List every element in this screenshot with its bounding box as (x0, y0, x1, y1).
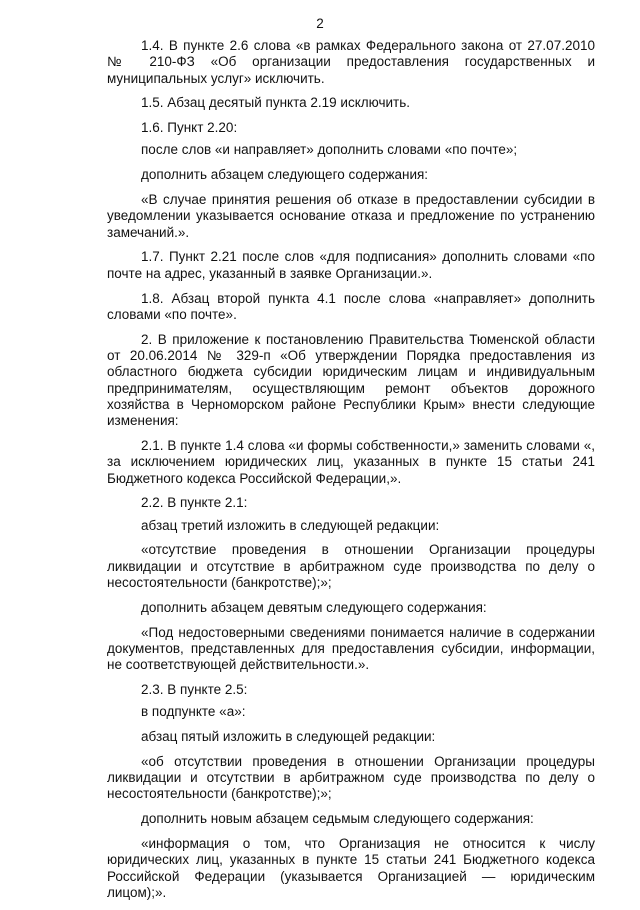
paragraph-2-3-b: абзац пятый изложить в следующей редакции: (141, 729, 436, 745)
paragraph-1-6-a: после слов «и направляет» дополнить словами «по почте»; (141, 142, 518, 158)
paragraph-1-6: 1.6. Пункт 2.20: (141, 120, 238, 136)
paragraph-1-6-b: дополнить абзацем следующего содержания: (141, 167, 429, 183)
paragraph-2-2-b: дополнить абзацем девятым следующего содержания: (141, 599, 487, 615)
paragraph-1-8: 1.8. Абзац второй пункта 4.1 после слова «направляет» дополнить словами «по почте». (107, 290, 595, 322)
paragraph-1-4: 1.4. В пункте 2.6 слова «в рамках Федерального закона от 27.07.2010 № 210-ФЗ «Об организации предоставления государственных и муниципальных услуг» исключить. (107, 38, 595, 86)
paragraph-2-2: 2.2. В пункте 2.1: (141, 495, 248, 511)
page-number: 2 (316, 16, 324, 31)
paragraph-2-3-quote: «об отсутствии проведения в отношении Организации процедуры ликвидации и отсутствии в арбитражном суде производства по делу о несостоятельности (банкротстве);»; (107, 753, 595, 802)
paragraph-2: 2. В приложение к постановлению Правительства Тюменской области от 20.06.2014 № 329-п «Об утверждении Порядка предоставления из областного бюджета субсидии юридическим лицам и индивидуальным предпринимателям, осуществляющим ремонт объектов дорожного хозяйства в Черноморском районе Республики Крым» внести следующие изменения: (107, 331, 595, 429)
document-body (107, 38, 595, 910)
paragraph-1-6-quote: «В случае принятия решения об отказе в предоставлении субсидии в уведомлении указывается основание отказа и предложение по устранению замечаний.». (107, 192, 595, 240)
paragraph-1-7: 1.7. Пункт 2.21 после слов «для подписания» дополнить словами «по почте на адрес, указанный в заявке Организации.». (107, 249, 595, 281)
paragraph-2-1: 2.1. В пункте 1.4 слова «и формы собственности,» заменить словами «, за исключением юридических лиц, указанных в пункте 15 статьи 241 Бюджетного кодекса Российской Федерации,». (107, 437, 595, 486)
paragraph-2-2-quote: «отсутствие проведения в отношении Организации процедуры ликвидации и отсутствие в арбитражном суде производства по делу о несостоятельности (банкротстве);»; (107, 542, 595, 591)
paragraph-2-3: 2.3. В пункте 2.5: (141, 682, 248, 697)
paragraph-2-3-a: в подпункте «а»: (141, 704, 246, 720)
paragraph-2-3-quote-2: «информация о том, что Организация не относится к числу юридических лиц, указанных в пункте 15 статьи 241 Бюджетного кодекса Российской Федерации (указывается Организацией — юридическим лицом);». (107, 836, 595, 900)
paragraph-1-5: 1.5. Абзац десятый пункта 2.19 исключить. (141, 95, 410, 111)
paragraph-2-3-c: дополнить новым абзацем седьмым следующего содержания: (141, 811, 534, 827)
paragraph-2-2-quote-2: «Под недостоверными сведениями понимается наличие в содержании документов, представленных для предоставления субсидии, информации, не соответствующей действительности.». (107, 624, 595, 673)
paragraph-2-2-a: абзац третий изложить в следующей редакции: (141, 517, 440, 533)
